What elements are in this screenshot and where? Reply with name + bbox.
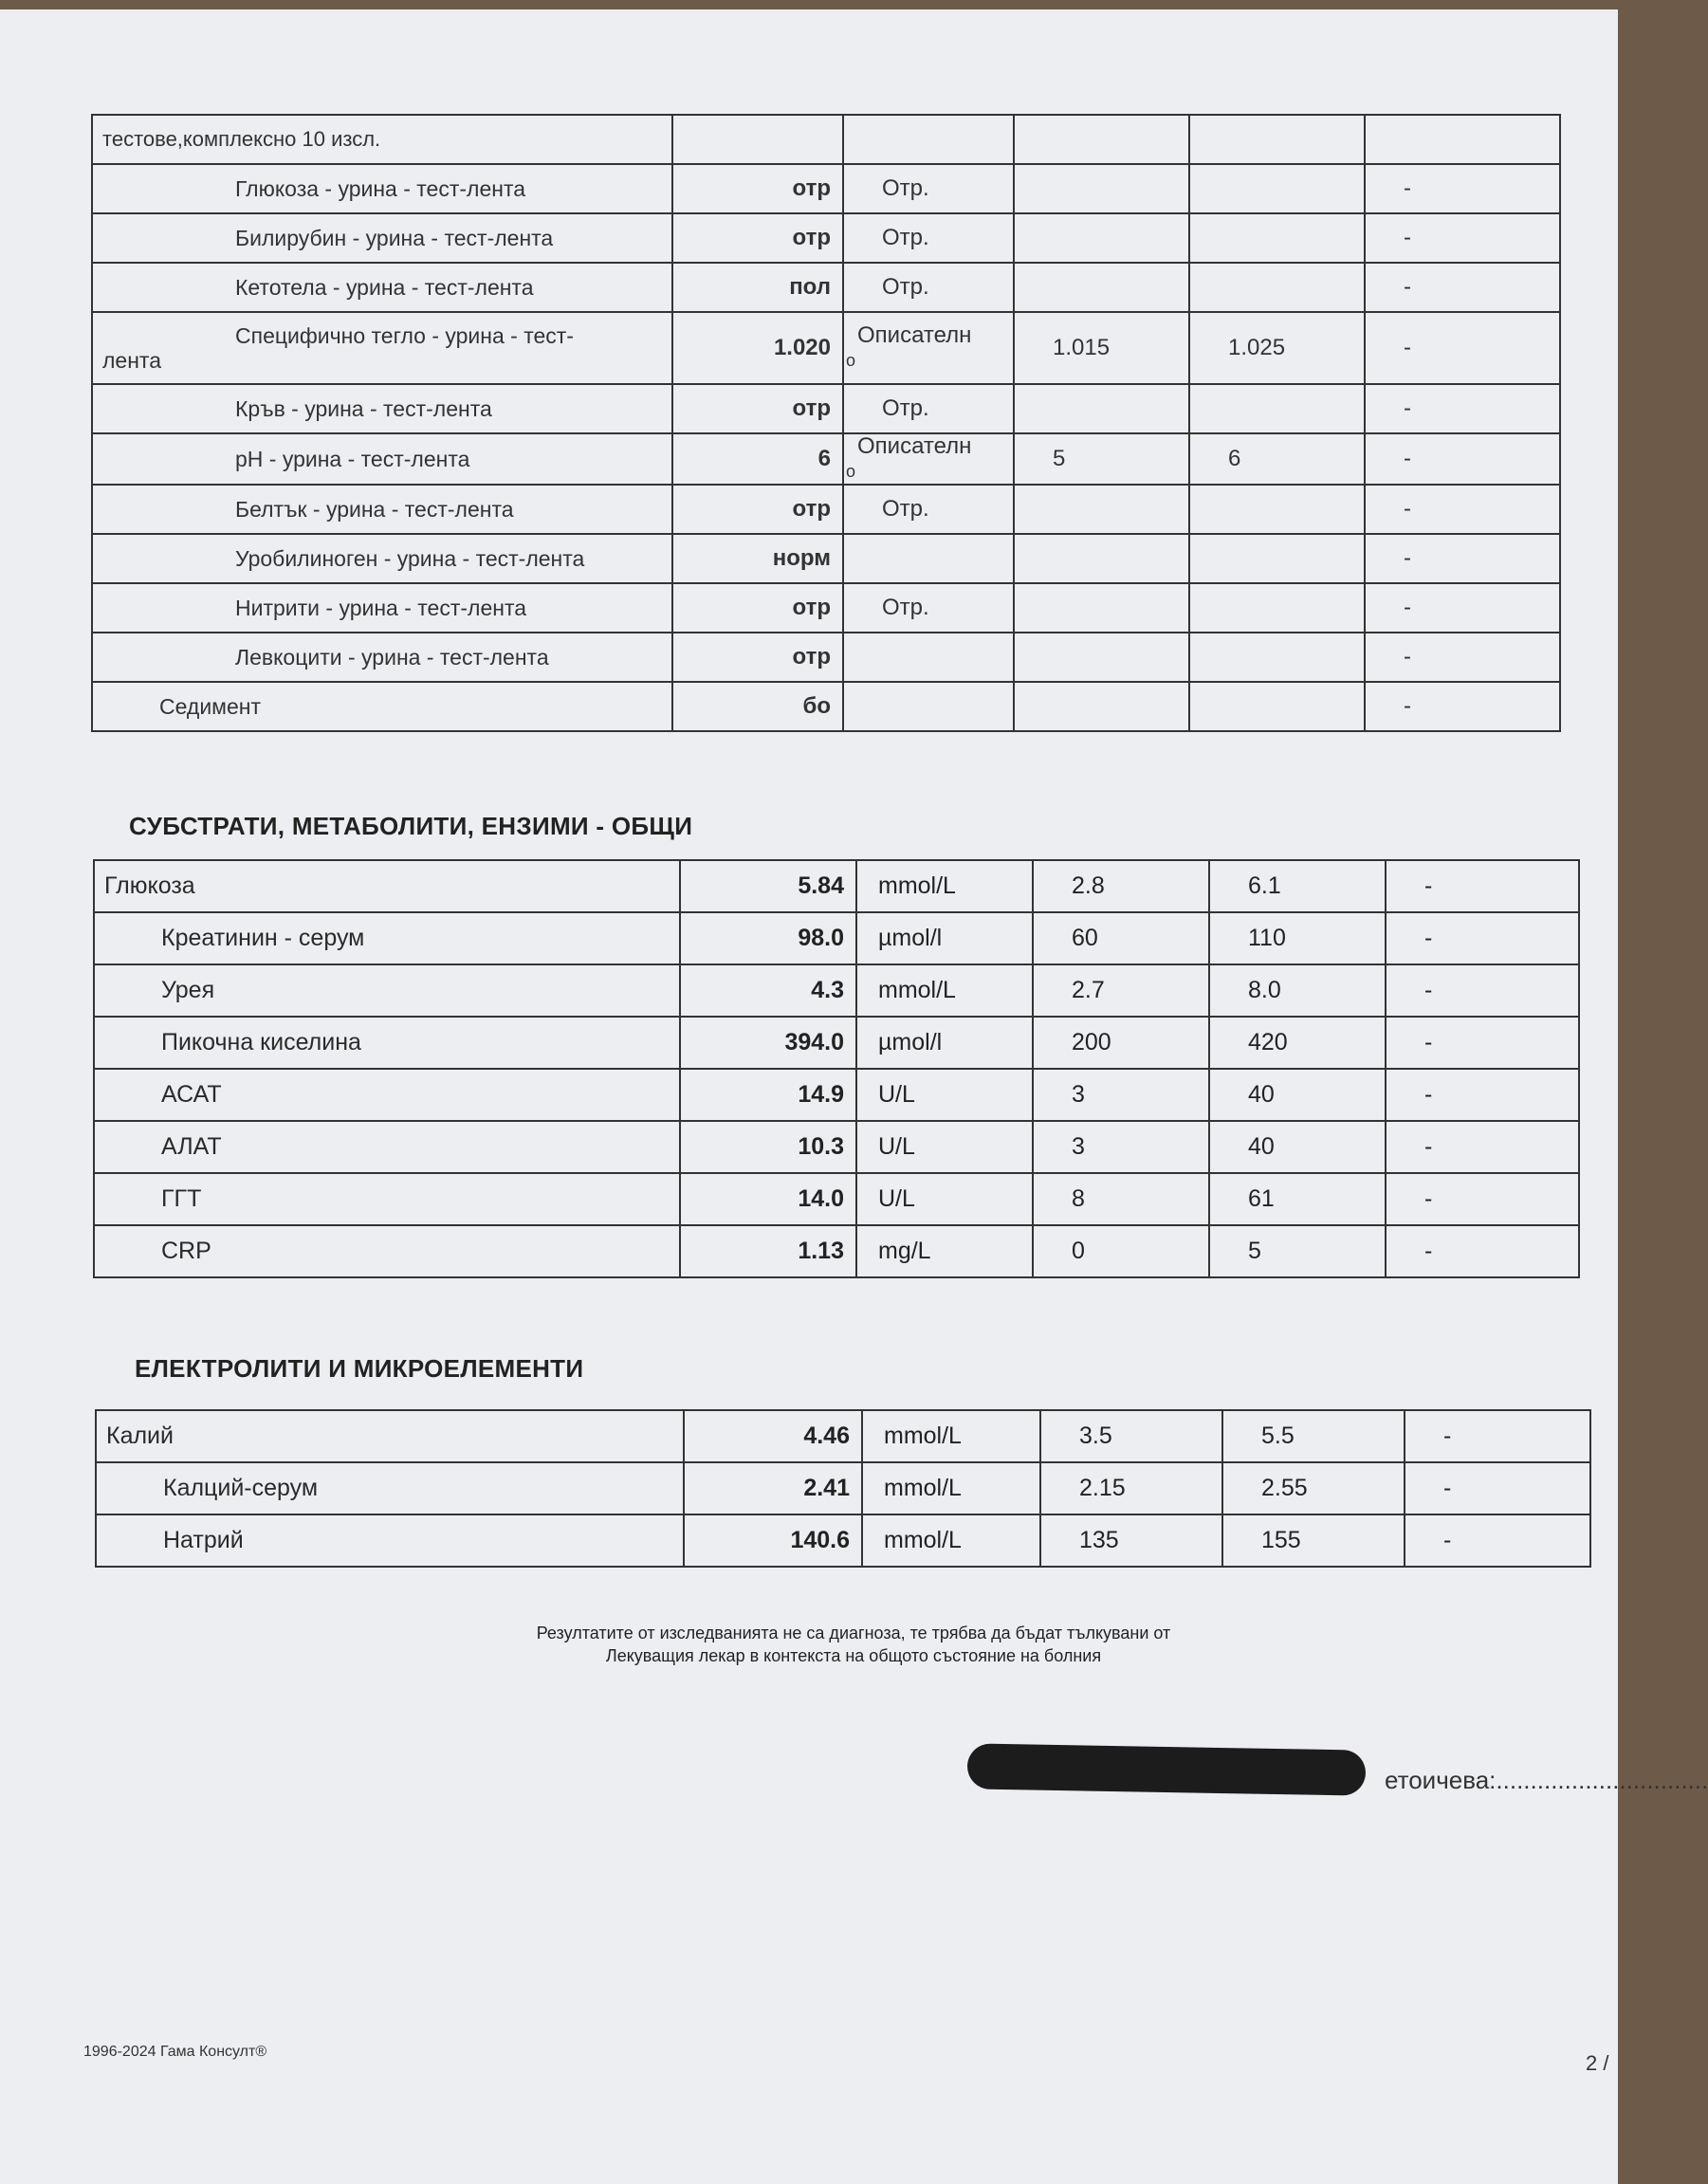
result-flag: -	[1365, 433, 1560, 485]
result-value: 1.020	[672, 312, 843, 384]
reference-high: 40	[1209, 1069, 1386, 1121]
table-header-cell: тестове,комплексно 10 изсл.	[92, 115, 672, 164]
test-name: pH - урина - тест-лента	[92, 433, 672, 485]
substrates-table	[93, 859, 1580, 1278]
reference-high: 155	[1222, 1514, 1405, 1567]
empty-cell	[1365, 115, 1560, 164]
result-unit: µmol/l	[856, 1017, 1033, 1069]
result-value: пол	[672, 263, 843, 312]
reference-low: 8	[1033, 1173, 1209, 1225]
reference-high	[1189, 213, 1365, 263]
result-unit	[843, 312, 1014, 384]
table-row	[92, 312, 1560, 384]
reference-high: 8.0	[1209, 964, 1386, 1017]
test-name: Левкоцити - урина - тест-лента	[92, 633, 672, 682]
result-flag: -	[1386, 1069, 1579, 1121]
result-flag: -	[1386, 1017, 1579, 1069]
table-row	[92, 164, 1560, 213]
test-name: АСАТ	[94, 1069, 680, 1121]
test-name: Калций-серум	[96, 1462, 684, 1514]
reference-high	[1189, 263, 1365, 312]
empty-cell	[843, 115, 1014, 164]
result-unit: Отр.	[843, 263, 1014, 312]
test-name: CRP	[94, 1225, 680, 1277]
test-name-line-1: Специфично тегло - урина - тест-	[235, 323, 574, 348]
result-flag: -	[1405, 1462, 1590, 1514]
table-row	[96, 1462, 1590, 1514]
disclaimer-line-1: Резултатите от изследванията не са диагноза, те трябва да бъдат тълкувани от	[536, 1624, 1171, 1643]
test-name: Креатинин - серум	[94, 912, 680, 964]
result-unit	[843, 433, 1014, 485]
reference-low: 2.7	[1033, 964, 1209, 1017]
reference-high	[1189, 164, 1365, 213]
result-flag: -	[1386, 1225, 1579, 1277]
reference-low: 5	[1014, 433, 1189, 485]
result-unit: Отр.	[843, 384, 1014, 433]
reference-high	[1189, 583, 1365, 633]
result-value: отр	[672, 164, 843, 213]
result-unit: mmol/L	[862, 1462, 1040, 1514]
reference-low	[1014, 633, 1189, 682]
test-name: ГГТ	[94, 1173, 680, 1225]
result-value: 4.46	[684, 1410, 862, 1462]
table-row	[92, 115, 1560, 164]
reference-low: 60	[1033, 912, 1209, 964]
result-unit	[843, 633, 1014, 682]
table-row	[92, 534, 1560, 583]
result-flag: -	[1365, 682, 1560, 731]
table-row	[94, 1173, 1579, 1225]
table-row	[92, 384, 1560, 433]
result-unit	[843, 682, 1014, 731]
result-value: 1.13	[680, 1225, 856, 1277]
table-row	[94, 912, 1579, 964]
result-value: 10.3	[680, 1121, 856, 1173]
reference-low	[1014, 534, 1189, 583]
result-value: отр	[672, 583, 843, 633]
result-value: 14.9	[680, 1069, 856, 1121]
urine-test-table	[91, 114, 1561, 732]
result-unit-line-2: о	[846, 351, 856, 370]
table-row	[96, 1410, 1590, 1462]
result-flag: -	[1386, 912, 1579, 964]
section-title-electrolytes: ЕЛЕКТРОЛИТИ И МИКРОЕЛЕМЕНТИ	[135, 1354, 584, 1383]
result-unit: mmol/L	[862, 1514, 1040, 1567]
result-unit: Отр.	[843, 583, 1014, 633]
table-row	[96, 1514, 1590, 1567]
reference-low: 135	[1040, 1514, 1222, 1567]
reference-high: 1.025	[1189, 312, 1365, 384]
result-flag: -	[1365, 164, 1560, 213]
reference-low	[1014, 485, 1189, 534]
reference-low: 3.5	[1040, 1410, 1222, 1462]
disclaimer-line-2: Лекуващия лекар в контекста на общото състояние на болния	[605, 1646, 1102, 1665]
test-name: Седимент	[92, 682, 672, 731]
result-value: отр	[672, 384, 843, 433]
table-row	[92, 433, 1560, 485]
result-flag: -	[1365, 485, 1560, 534]
footer-copyright: 1996-2024 Гама Консулт®	[83, 2044, 267, 2060]
result-value: 394.0	[680, 1017, 856, 1069]
result-unit: µmol/l	[856, 912, 1033, 964]
result-flag: -	[1405, 1410, 1590, 1462]
table-row	[94, 1017, 1579, 1069]
result-flag: -	[1365, 583, 1560, 633]
reference-high	[1189, 633, 1365, 682]
result-unit: U/L	[856, 1121, 1033, 1173]
reference-high: 5.5	[1222, 1410, 1405, 1462]
electrolytes-table	[95, 1409, 1591, 1568]
reference-low: 1.015	[1014, 312, 1189, 384]
table-row	[94, 860, 1579, 912]
result-unit-line-2: о	[846, 462, 856, 481]
reference-low: 3	[1033, 1069, 1209, 1121]
table-row	[94, 964, 1579, 1017]
result-flag: -	[1365, 213, 1560, 263]
result-value: бо	[672, 682, 843, 731]
result-flag: -	[1365, 312, 1560, 384]
test-name: Белтък - урина - тест-лента	[92, 485, 672, 534]
test-name: Глюкоза	[94, 860, 680, 912]
empty-cell	[1189, 115, 1365, 164]
result-unit	[843, 534, 1014, 583]
result-unit: mmol/L	[856, 964, 1033, 1017]
result-flag: -	[1365, 384, 1560, 433]
reference-low: 2.15	[1040, 1462, 1222, 1514]
redaction-mark	[967, 1743, 1367, 1795]
reference-high: 6	[1189, 433, 1365, 485]
test-name: Натрий	[96, 1514, 684, 1567]
table-row	[92, 682, 1560, 731]
reference-high: 5	[1209, 1225, 1386, 1277]
result-flag: -	[1365, 263, 1560, 312]
reference-low	[1014, 682, 1189, 731]
test-name: Билирубин - урина - тест-лента	[92, 213, 672, 263]
reference-high: 110	[1209, 912, 1386, 964]
reference-high	[1189, 485, 1365, 534]
test-name	[92, 312, 672, 384]
table-row	[94, 1225, 1579, 1277]
test-name: Калий	[96, 1410, 684, 1462]
disclaimer	[379, 1622, 1328, 1667]
table-row	[92, 263, 1560, 312]
page-number: 2 /	[1586, 2051, 1609, 2075]
reference-high: 6.1	[1209, 860, 1386, 912]
table-row	[92, 583, 1560, 633]
empty-cell	[1014, 115, 1189, 164]
reference-low	[1014, 164, 1189, 213]
empty-cell	[672, 115, 843, 164]
section-title-substrates: СУБСТРАТИ, МЕТАБОЛИТИ, ЕНЗИМИ - ОБЩИ	[129, 812, 693, 840]
result-flag: -	[1405, 1514, 1590, 1567]
reference-low: 0	[1033, 1225, 1209, 1277]
result-flag: -	[1386, 1173, 1579, 1225]
test-name: Кетотела - урина - тест-лента	[92, 263, 672, 312]
reference-low: 200	[1033, 1017, 1209, 1069]
result-unit: Отр.	[843, 485, 1014, 534]
result-value: отр	[672, 213, 843, 263]
test-name: Нитрити - урина - тест-лента	[92, 583, 672, 633]
reference-low	[1014, 384, 1189, 433]
signature-label: етоичева:...............................	[1385, 1766, 1708, 1794]
result-flag: -	[1386, 964, 1579, 1017]
reference-low: 3	[1033, 1121, 1209, 1173]
reference-high	[1189, 384, 1365, 433]
document-page	[0, 9, 1708, 2184]
reference-high	[1189, 682, 1365, 731]
result-flag: -	[1386, 1121, 1579, 1173]
test-name: Урея	[94, 964, 680, 1017]
result-unit: mmol/L	[862, 1410, 1040, 1462]
reference-low	[1014, 583, 1189, 633]
test-name: Уробилиноген - урина - тест-лента	[92, 534, 672, 583]
result-value: 2.41	[684, 1462, 862, 1514]
result-value: отр	[672, 485, 843, 534]
test-name: Кръв - урина - тест-лента	[92, 384, 672, 433]
result-value: 4.3	[680, 964, 856, 1017]
table-row	[92, 213, 1560, 263]
result-unit: mg/L	[856, 1225, 1033, 1277]
reference-low	[1014, 263, 1189, 312]
reference-low: 2.8	[1033, 860, 1209, 912]
result-flag: -	[1365, 534, 1560, 583]
result-value: 5.84	[680, 860, 856, 912]
result-unit: U/L	[856, 1173, 1033, 1225]
result-unit-line-1: Описателн	[857, 433, 972, 459]
test-name: Пикочна киселина	[94, 1017, 680, 1069]
table-row	[92, 485, 1560, 534]
table-row	[94, 1069, 1579, 1121]
table-row	[92, 633, 1560, 682]
reference-high: 40	[1209, 1121, 1386, 1173]
result-unit: Отр.	[843, 213, 1014, 263]
result-value: норм	[672, 534, 843, 583]
result-unit: mmol/L	[856, 860, 1033, 912]
result-value: 14.0	[680, 1173, 856, 1225]
result-flag: -	[1365, 633, 1560, 682]
table-row	[94, 1121, 1579, 1173]
reference-low	[1014, 213, 1189, 263]
test-name: Глюкоза - урина - тест-лента	[92, 164, 672, 213]
result-unit: U/L	[856, 1069, 1033, 1121]
result-flag: -	[1386, 860, 1579, 912]
reference-high: 61	[1209, 1173, 1386, 1225]
result-unit-line-1: Описателн	[857, 322, 972, 348]
reference-high: 420	[1209, 1017, 1386, 1069]
result-value: 140.6	[684, 1514, 862, 1567]
reference-high: 2.55	[1222, 1462, 1405, 1514]
result-unit: Отр.	[843, 164, 1014, 213]
result-value: 6	[672, 433, 843, 485]
test-name: АЛАТ	[94, 1121, 680, 1173]
result-value: отр	[672, 633, 843, 682]
result-value: 98.0	[680, 912, 856, 964]
reference-high	[1189, 534, 1365, 583]
test-name-line-2: лента	[102, 348, 161, 373]
